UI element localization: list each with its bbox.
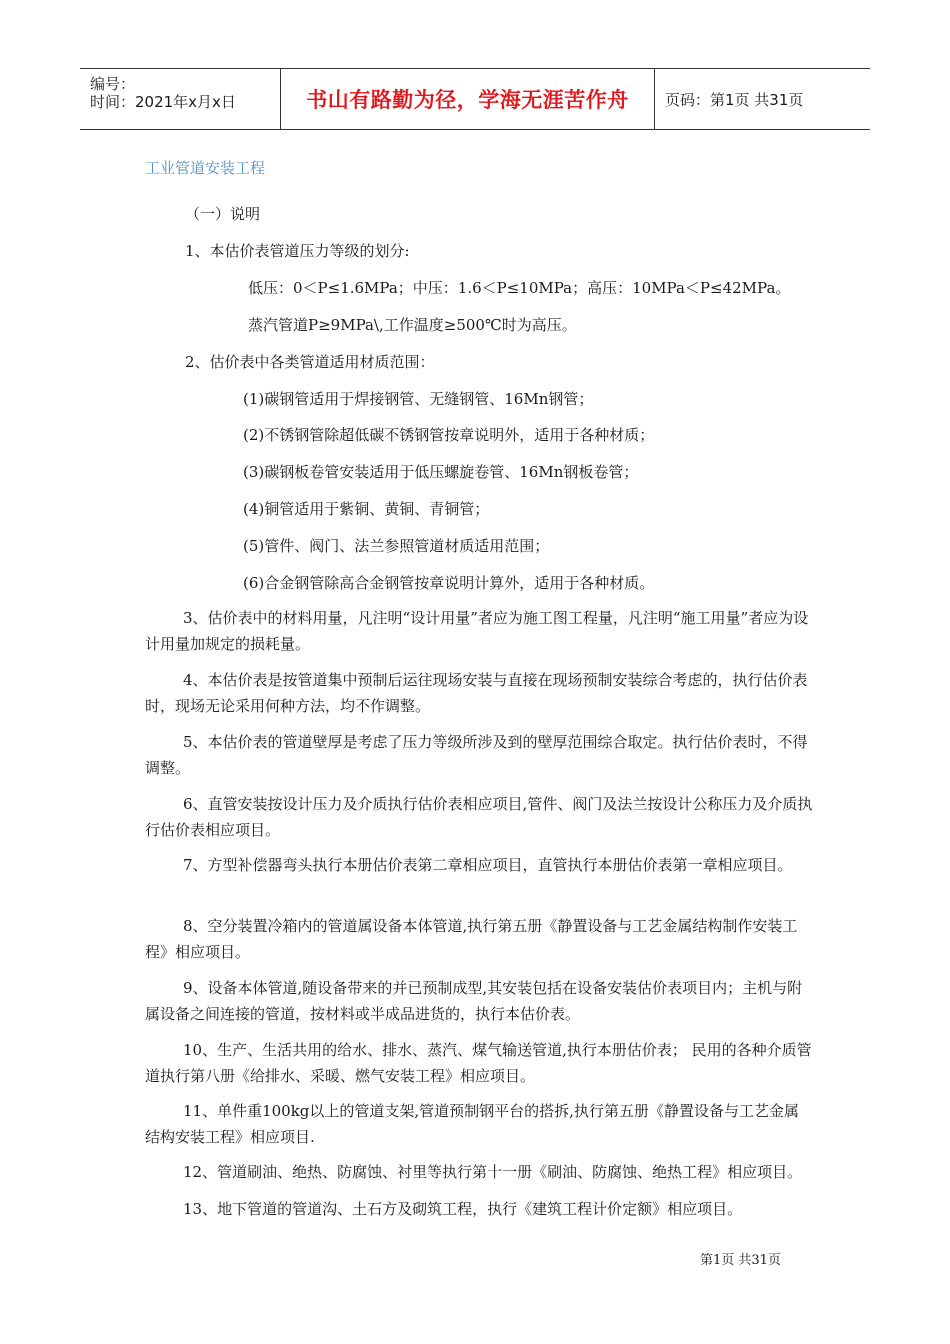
header-meta-cell xyxy=(80,69,281,129)
item-1-heading: 1、本估价表管道压力等级的划分: xyxy=(185,242,410,260)
paragraph: 10、生产、生活共用的给水、排水、蒸汽、煤气输送管道,执行本册估价表； 民用的各种介质管道执行第八册《给排水、采暖、燃气安装工程》相应项目。 xyxy=(145,1041,812,1085)
date-label: 时间：2021年x月x日 xyxy=(90,93,236,111)
paragraph: 13、地下管道的管道沟、土石方及砌筑工程，执行《建筑工程计价定额》相应项目。 xyxy=(183,1200,743,1218)
paragraph: 8、空分装置冷箱内的管道属设备本体管道,执行第五册《静置设备与工艺金属结构制作安装工程》相应项目。 xyxy=(145,917,798,961)
paragraph: 4、本估价表是按管道集中预制后运往现场安装与直接在现场预制安装综合考虑的，执行估价表时，现场无论采用何种方法，均不作调整。 xyxy=(145,671,808,715)
motto: 书山有路勤为径，学海无涯苦作舟 xyxy=(281,69,655,129)
paragraph: 6、直管安装按设计压力及介质执行估价表相应项目,管件、阀门及法兰按设计公称压力及介质执行估价表相应项目。 xyxy=(145,795,813,839)
page-info: 页码：第1页 共31页 xyxy=(665,90,804,109)
material-item: (1)碳钢管适用于焊接钢管、无缝钢管、16Mn钢管； xyxy=(243,390,594,408)
material-item: (4)铜管适用于紫铜、黄铜、青铜管； xyxy=(243,500,490,518)
code-label: 编号： xyxy=(90,75,136,93)
material-item: (2)不锈钢管除超低碳不锈钢管按章说明外，适用于各种材质； xyxy=(243,426,655,444)
paragraph: 5、本估价表的管道壁厚是考虑了压力等级所涉及到的壁厚范围综合取定。执行估价表时，不得调整。 xyxy=(145,733,808,777)
paragraph: 9、设备本体管道,随设备带来的并已预制成型,其安装包括在设备安装估价表项目内；主机与附属设备之间连接的管道，按材料或半成品进货的，执行本估价表。 xyxy=(145,979,803,1023)
material-item: (6)合金钢管除高合金钢管按章说明计算外，适用于各种材质。 xyxy=(243,574,655,592)
item-2-heading: 2、估价表中各类管道适用材质范围： xyxy=(185,353,435,371)
material-item: (3)碳钢板卷管安装适用于低压螺旋卷管、16Mn钢板卷管； xyxy=(243,463,639,481)
header-table xyxy=(80,68,870,130)
paragraph: 11、单件重100kg以上的管道支架,管道预制钢平台的搭拆,执行第五册《静置设备与工艺金属结构安装工程》相应项目. xyxy=(145,1102,799,1146)
document-title: 工业管道安装工程 xyxy=(145,159,266,177)
paragraph: 7、方型补偿器弯头执行本册估价表第二章相应项目，直管执行本册估价表第一章相应项目。 xyxy=(183,856,793,874)
steam-pressure-note: 蒸汽管道P≥9MPa\,工作温度≥500℃时为高压。 xyxy=(248,316,577,334)
page-footer: 第1页 共31页 xyxy=(700,1253,781,1268)
pressure-levels: 低压：0＜P≤1.6MPa；中压：1.6＜P≤10MPa；高压：10MPa＜P≤42MPa。 xyxy=(248,279,791,297)
section-heading: （一）说明 xyxy=(185,205,261,223)
paragraph: 12、管道刷油、绝热、防腐蚀、衬里等执行第十一册《刷油、防腐蚀、绝热工程》相应项目。 xyxy=(183,1163,803,1181)
material-item: (5)管件、阀门、法兰参照管道材质适用范围； xyxy=(243,537,550,555)
paragraph: 3、估价表中的材料用量，凡注明“设计用量”者应为施工图工程量，凡注明“施工用量”者应为设计用量加规定的损耗量。 xyxy=(145,609,809,653)
